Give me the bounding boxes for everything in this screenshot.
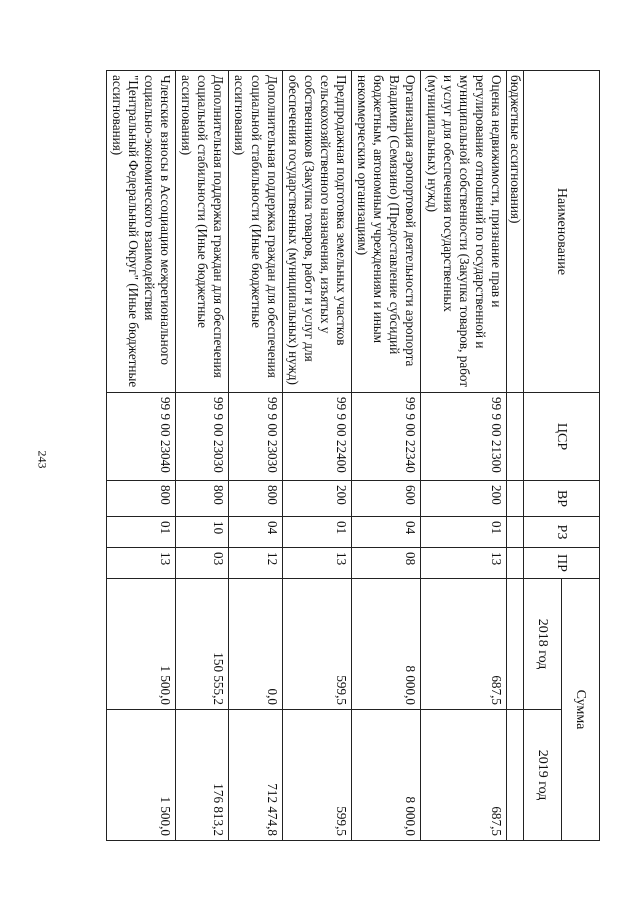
cell-y2018: 1 500,0 (106, 579, 175, 710)
cell-pr: 13 (106, 548, 175, 579)
budget-table (106, 70, 600, 841)
cell-pr: 03 (176, 548, 229, 579)
header-name: Наименование (524, 71, 600, 393)
cell-y2019: 687,5 (421, 710, 506, 841)
cell-vr: 200 (421, 481, 506, 517)
header-rz: РЗ (524, 517, 600, 548)
rotated-page (109, 70, 600, 840)
cell-rz: 04 (229, 517, 282, 548)
header-2018: 2018 год (524, 579, 562, 710)
header-pr: ПР (524, 548, 600, 579)
cell-csr: 99 9 00 23040 (106, 393, 175, 481)
cell-vr: 800 (229, 481, 282, 517)
cell-y2019: 8 000,0 (352, 710, 421, 841)
cell-name: Оценка недвижимости, признание прав и регулирование отношений по государственной и муниципальной собственности (Закупка товаров, работ и услуг для обеспечения государственных (муниципальных) нужд) (421, 71, 506, 393)
cell-y2018: 599,5 (282, 579, 351, 710)
cell-vr: 800 (176, 481, 229, 517)
table-row (421, 71, 506, 841)
cell-y2018: 8 000,0 (352, 579, 421, 710)
cell-csr: 99 9 00 23030 (229, 393, 282, 481)
cell-y2018: 687,5 (421, 579, 506, 710)
table-row (229, 71, 282, 841)
cell-rz: 01 (282, 517, 351, 548)
cell-pr: 12 (229, 548, 282, 579)
cell-vr: 200 (282, 481, 351, 517)
cell-name: Членские взносы в Ассоциацию межрегионального социально-экономического взаимодействия "Центральный Федеральный Округ" (Иные бюджетные ассигнования) (106, 71, 175, 393)
cell-y2018: 0,0 (229, 579, 282, 710)
header-vr: ВР (524, 481, 600, 517)
cell-y2019: 599,5 (282, 710, 351, 841)
header-sum: Сумма (562, 579, 600, 841)
cell-vr: 600 (352, 481, 421, 517)
table-row (352, 71, 421, 841)
continuation-row (506, 71, 523, 841)
cell-rz: 01 (106, 517, 175, 548)
cell-name: Организация аэропортовой деятельности аэропорта Владимир (Семязино) (Предоставление субсидий бюджетным, автономным учреждениям и иным некоммерческим организациям) (352, 71, 421, 393)
table-row (176, 71, 229, 841)
cell-name: Дополнительная поддержка граждан для обеспечения социальной стабильности (Иные бюджетные ассигнования) (176, 71, 229, 393)
cell-pr: 13 (282, 548, 351, 579)
header-2019: 2019 год (524, 710, 562, 841)
header-csr: ЦСР (524, 393, 600, 481)
cell-pr: 08 (352, 548, 421, 579)
cell-pr: 13 (421, 548, 506, 579)
cell-name: Предпродажная подготовка земельных участков сельскохозяйственного назначения, изъятых у собственников (Закупка товаров, работ и услуг для обеспечения государственных (муниципальных) нужд) (282, 71, 351, 393)
cell-y2019: 176 813,2 (176, 710, 229, 841)
cell-rz: 04 (352, 517, 421, 548)
cell-csr: 99 9 00 22340 (352, 393, 421, 481)
cell-y2019: 712 474,8 (229, 710, 282, 841)
cell-y2018: 150 555,2 (176, 579, 229, 710)
cell-rz: 10 (176, 517, 229, 548)
cell-rz: 01 (421, 517, 506, 548)
table-row (282, 71, 351, 841)
cell-csr: 99 9 00 23030 (176, 393, 229, 481)
cell-csr: 99 9 00 22400 (282, 393, 351, 481)
cell-y2019: 1 500,0 (106, 710, 175, 841)
cell-name: Дополнительная поддержка граждан для обеспечения социальной стабильности (Иные бюджетные ассигнования) (229, 71, 282, 393)
cell-vr: 800 (106, 481, 175, 517)
cell-csr: 99 9 00 21300 (421, 393, 506, 481)
table-row (106, 71, 175, 841)
continuation-text: бюджетные ассигнования) (506, 71, 523, 393)
page-number: 243 (35, 450, 50, 469)
